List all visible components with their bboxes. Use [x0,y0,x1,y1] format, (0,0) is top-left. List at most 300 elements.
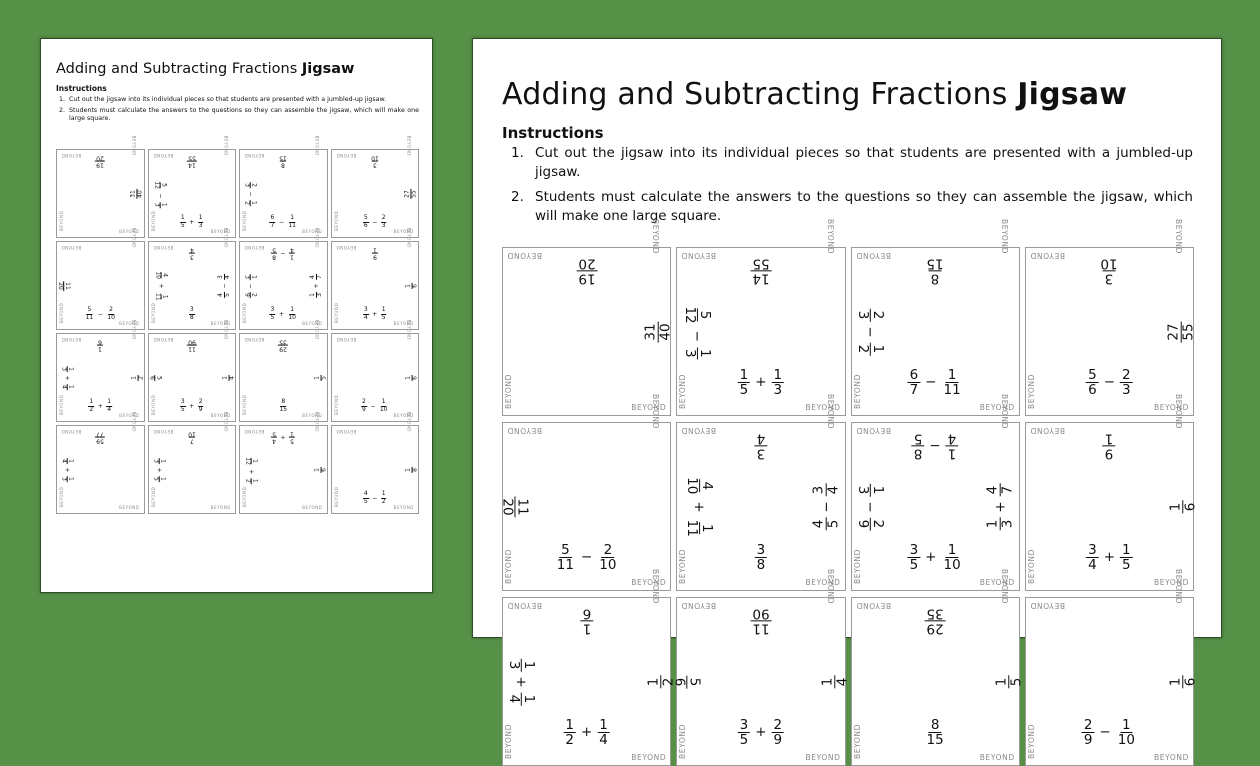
fraction-numerator: 5 [154,375,162,380]
brand-mark: BEYOND [1174,394,1183,429]
fraction [60,365,74,373]
brand-mark: BEYOND [1174,219,1183,254]
jigsaw-piece [331,227,420,330]
brand-mark: BEYOND [999,394,1009,429]
fraction-numerator: 1 [160,202,168,207]
piece-expression-right [406,281,420,291]
instruction-step: 1. Cut out the jigsaw into its individual pieces so that students are presented with a jumbled-up jigsaw. [511,145,1193,180]
fraction-numerator: 4 [161,272,169,277]
brand-mark: BEYOND [393,229,414,234]
fraction-denominator: 8 [756,556,766,573]
fraction [506,658,535,671]
brand-mark: BEYOND [631,578,667,587]
brand-mark: BEYOND [825,569,835,604]
piece-expression-left [506,657,535,706]
jigsaw-piece [148,227,237,330]
jigsaw-piece [851,569,1025,766]
fraction [597,718,610,747]
fraction [908,368,921,397]
operator: − [689,330,706,342]
brand-mark: BEYOND [805,403,841,412]
fraction [218,291,232,299]
brand-mark: BEYOND [333,486,339,507]
fraction [941,543,962,572]
piece-expression-right [130,187,144,201]
fraction [94,430,106,444]
fraction [1103,431,1116,460]
operator: + [755,374,767,391]
brand-mark: BEYOND [1174,569,1183,604]
piece-expression-left [243,180,257,208]
fraction-numerator: 14 [187,161,196,169]
fraction [314,374,328,382]
piece-expression-bottom [361,491,389,505]
fraction [986,517,1015,530]
fraction-denominator: 10 [107,313,115,321]
fraction [152,475,166,483]
fraction-numerator: 1 [250,274,258,279]
fraction-denominator: 6 [1182,502,1199,511]
fraction [277,154,289,168]
brand-mark: BEYOND [119,505,140,510]
fraction [986,483,1015,496]
fraction-denominator: 3 [505,660,522,669]
brand-mark: BEYOND [406,319,411,340]
fraction-denominator: 3 [854,485,871,494]
piece-expression-bottom [276,399,290,413]
operator: − [280,249,286,257]
fraction-numerator: 19 [578,270,596,287]
fraction-numerator: 1 [947,445,957,462]
brand-mark: BEYOND [210,321,231,326]
fraction-denominator: 35 [926,605,944,622]
fraction [197,215,205,229]
instructions-list [59,96,419,126]
fraction-numerator: 6 [909,366,919,383]
fraction [188,307,196,321]
operator: + [247,468,255,474]
piece-expression-left [153,178,167,210]
fraction [912,431,925,460]
fraction-denominator: 5 [825,519,842,528]
piece-expression-right [131,373,145,383]
fraction [87,399,95,413]
fraction-denominator: 4 [107,405,112,413]
fraction-numerator: 4 [984,485,1001,494]
fraction-denominator: 5 [363,497,368,505]
fraction-denominator: 3 [152,202,160,207]
fraction-numerator: 1 [381,306,386,314]
brand-mark: BEYOND [805,578,841,587]
brand-mark: BEYOND [150,394,156,415]
fraction-denominator: 35 [279,338,288,346]
brand-mark: BEYOND [681,601,717,610]
fraction-numerator: 1 [404,375,412,380]
fraction [270,246,278,260]
fraction-denominator: 3 [243,274,251,279]
brand-mark: BEYOND [1154,578,1189,587]
fraction [1086,543,1099,572]
fraction [310,291,324,299]
instructions-heading: Instructions [56,84,107,93]
fraction [406,374,420,382]
fraction-numerator: 5 [686,677,703,686]
fraction-denominator: 4 [229,375,237,380]
brand-mark: BEYOND [631,753,667,762]
piece-expression-right [1169,499,1198,514]
brand-mark: BEYOND [406,135,411,156]
brand-mark: BEYOND [678,374,688,409]
operator: − [97,310,103,318]
fraction [197,399,205,413]
fraction-numerator: 1 [644,677,661,686]
fraction-numerator: 1 [773,366,783,383]
fraction [244,455,258,467]
piece-expression-top [749,256,772,285]
instruction-step: 2. Students must calculate the answers to the questions so they can assemble the jigsaw, which will make one large square. [511,189,1193,224]
brand-mark: BEYOND [855,601,891,610]
operator: + [280,433,286,441]
fraction-numerator: 31 [129,189,137,198]
fraction-numerator: 3 [189,306,194,314]
fraction [925,606,946,635]
fraction [154,291,168,303]
brand-mark: BEYOND [507,601,542,610]
fraction-denominator: 2 [137,375,145,380]
brand-mark: BEYOND [314,227,320,248]
fraction-denominator: 6 [412,283,420,288]
brand-mark: BEYOND [631,403,667,412]
piece-expression-top [276,154,290,168]
fraction [750,606,771,635]
fraction [1099,256,1120,285]
brand-mark: BEYOND [678,549,688,584]
piece-expression-left [683,303,712,360]
fraction-numerator: 1 [221,375,229,380]
fraction [223,374,237,382]
fraction [288,246,296,260]
brand-mark: BEYOND [302,413,323,418]
fraction-denominator: 5 [739,731,749,748]
brand-mark: BEYOND [999,569,1009,604]
operator: + [580,724,593,741]
brand-mark: BEYOND [302,505,323,510]
brand-mark: BEYOND [393,321,414,326]
jigsaw-piece [1025,219,1197,416]
brand-mark: BEYOND [335,245,356,250]
fraction [925,256,946,285]
piece-expression-bottom [562,718,611,747]
operator: + [513,675,530,688]
piece-expression-right [986,482,1015,531]
piece-expression-top [276,338,290,352]
worksheet-title: Adding and Subtracting Fractions Jigsaw [502,77,1128,112]
fraction [941,368,962,397]
operator: − [372,494,378,502]
fraction [812,483,841,496]
fraction-numerator: 1 [250,200,258,205]
fraction [1120,368,1133,397]
fraction-numerator: 1 [159,458,167,463]
fraction-denominator: 1 [1105,430,1114,447]
jigsaw-piece [239,319,328,422]
brand-mark: BEYOND [302,229,323,234]
fraction-numerator: 3 [180,398,185,406]
jigsaw-piece [56,227,145,330]
fraction-numerator: 3 [217,274,225,279]
brand-mark: BEYOND [507,251,542,260]
fraction-numerator: 3 [739,716,749,733]
fraction [270,430,278,444]
fraction-denominator: 10 [187,430,196,438]
fraction-denominator: 2 [854,344,871,353]
piece-expression-top [185,338,199,352]
fraction-numerator: 11 [187,345,196,353]
fraction [378,399,390,413]
jigsaw-piece [502,569,677,766]
brand-mark: BEYOND [314,319,320,340]
fraction-denominator: 4 [189,246,194,254]
fraction [60,383,74,391]
fraction [855,308,884,321]
jigsaw-piece [147,319,237,422]
brand-mark: BEYOND [393,505,414,510]
fraction-denominator: 3 [381,221,386,229]
fraction-numerator: 1 [565,716,574,733]
fraction-denominator: 9 [1083,731,1093,748]
fraction-numerator: 1 [993,677,1010,686]
fraction [500,496,529,517]
fraction [506,692,535,705]
fraction [925,718,946,747]
fraction-denominator: 40 [136,189,144,198]
fraction-numerator: 3 [756,541,766,558]
piece-expression-right [812,482,841,531]
brand-mark: BEYOND [1154,403,1189,412]
fraction-denominator: 10 [1117,731,1135,748]
piece-expression-bottom [1081,718,1138,747]
brand-mark: BEYOND [152,337,173,342]
fraction [277,338,289,352]
fraction [672,675,701,688]
piece-expression-top [185,154,199,168]
fraction-numerator: 2 [773,716,783,733]
fraction-denominator: 6 [582,605,591,622]
fraction-denominator: 8 [189,313,194,321]
worksheet-thumbnail-page [40,38,433,593]
brand-mark: BEYOND [152,245,173,250]
fraction [94,154,106,168]
jigsaw-piece [851,219,1020,416]
brand-mark: BEYOND [393,413,414,418]
fraction-denominator: 55 [752,255,770,272]
brand-mark: BEYOND [825,219,835,254]
brand-mark: BEYOND [504,549,513,584]
fraction-denominator: 3 [854,310,871,319]
brand-mark: BEYOND [852,549,862,584]
brand-mark: BEYOND [335,429,356,434]
fraction-denominator: 15 [926,255,944,272]
fraction-numerator: 1 [180,214,185,222]
piece-expression-top [93,430,107,444]
fraction-denominator: 10 [153,270,161,279]
fraction-numerator: 8 [930,270,940,287]
operator: − [372,218,378,226]
piece-expression-left [60,456,74,484]
operator: + [189,402,195,410]
fraction-denominator: 11 [85,313,94,321]
operator: − [1099,724,1111,741]
fraction-numerator: 1 [819,677,836,686]
brand-mark: BEYOND [651,569,661,604]
brand-mark: BEYOND [681,251,717,260]
fraction-numerator: 1 [290,253,295,261]
fraction-numerator: 8 [281,161,286,169]
fraction-denominator: 15 [926,731,944,748]
fraction-numerator: 11 [514,497,531,516]
operator: − [861,325,878,338]
brand-mark: BEYOND [406,411,411,432]
piece-expression-bottom [178,215,206,229]
fraction-denominator: 11 [556,556,574,573]
brand-mark: BEYOND [314,135,320,156]
brand-mark: BEYOND [335,337,356,342]
fraction-denominator: 6 [671,677,688,686]
fraction-denominator: 4 [60,384,68,389]
brand-mark: BEYOND [805,753,841,762]
fraction [812,517,841,530]
brand-mark: BEYOND [150,486,156,507]
operator: − [925,374,937,391]
fraction-numerator: 1 [98,345,103,353]
piece-expression-left [855,307,884,356]
piece-expression-top [575,256,598,285]
fraction [154,269,168,281]
fraction-numerator: 1 [290,214,295,222]
fraction [186,154,198,168]
fraction-numerator: 1 [599,716,608,733]
fraction-numerator: 1 [699,523,716,533]
brand-mark: BEYOND [59,486,64,507]
jigsaw-piece [1025,569,1199,766]
jigsaw-piece [56,411,145,514]
fraction-numerator: 4 [810,519,827,528]
fraction-denominator: 20 [499,497,516,516]
operator: − [246,282,254,289]
fraction [179,215,187,229]
fraction-numerator: 1 [947,541,957,558]
fraction-numerator: 3 [189,253,194,261]
fraction-denominator: 10 [379,405,388,413]
fraction-numerator: 11 [752,620,770,637]
piece-expression-bottom [361,215,389,229]
brand-mark: BEYOND [335,153,356,158]
fraction [820,675,849,688]
fraction-denominator: 6 [98,338,103,346]
piece-expression-top [1102,431,1117,460]
fraction-denominator: 10 [370,154,379,162]
fraction-numerator: 5 [160,182,168,187]
piece-expression-bottom [268,307,300,321]
fraction-numerator: 2 [1122,366,1131,383]
fraction [57,280,71,292]
brand-mark: BEYOND [131,411,137,432]
brand-mark: BEYOND [1026,724,1036,759]
fraction-denominator: 10 [1100,255,1118,272]
fraction [683,304,712,325]
brand-mark: BEYOND [1154,753,1189,762]
piece-expression-right [644,320,673,343]
fraction-numerator: 1 [984,519,1001,528]
jigsaw-grid [499,219,1199,766]
brand-mark: BEYOND [979,403,1015,412]
fraction-numerator: 4 [217,292,225,297]
jigsaw-piece [239,411,328,514]
fraction-denominator: 6 [363,221,368,229]
fraction [755,543,768,572]
piece-expression-right [314,465,328,475]
fraction-numerator: 2 [250,292,258,297]
piece-expression-bottom [359,399,391,413]
fraction-denominator: 7 [1000,485,1017,494]
fraction [738,368,751,397]
jigsaw-piece [56,135,145,238]
fraction-denominator: 55 [1180,322,1197,341]
fraction [1169,500,1198,513]
fraction-numerator: 3 [372,161,377,169]
brand-mark: BEYOND [333,210,339,231]
fraction-denominator: 9 [243,292,251,297]
fraction-numerator: 1 [520,660,537,669]
fraction-denominator: 5 [381,313,386,321]
fraction-denominator: 3 [773,381,783,398]
fraction-numerator: 5 [1088,366,1097,383]
piece-expression-bottom [754,543,769,572]
brand-mark: BEYOND [406,227,411,248]
fraction-numerator: 3 [1105,270,1114,287]
fraction-denominator: 90 [187,338,196,346]
jigsaw-piece [676,219,845,416]
fraction-denominator: 10 [288,313,296,321]
fraction-denominator: 11 [153,292,161,301]
piece-expression-top [911,431,960,460]
fraction [855,483,884,496]
piece-expression-bottom [83,307,118,321]
fraction-numerator: 1 [947,366,957,383]
fraction-denominator: 3 [60,476,68,481]
fraction-denominator: 15 [279,405,288,413]
fraction-denominator: 5 [180,221,185,229]
brand-mark: BEYOND [223,227,228,248]
fraction-numerator: 3 [270,306,275,314]
piece-expression-top [924,256,947,285]
fraction [1120,543,1133,572]
jigsaw-piece [331,411,420,514]
fraction-denominator: 2 [243,200,251,205]
fraction-denominator: 90 [752,605,770,622]
jigsaw-piece [502,219,674,416]
fraction [243,273,257,281]
fraction [750,256,771,285]
fraction [908,543,921,572]
fraction-numerator: 1 [308,292,316,297]
brand-mark: BEYOND [1026,374,1036,409]
fraction-denominator: 4 [825,485,842,494]
piece-expression-top [924,606,947,635]
piece-expression-right [310,272,324,300]
fraction [946,431,959,460]
fraction [683,346,712,359]
